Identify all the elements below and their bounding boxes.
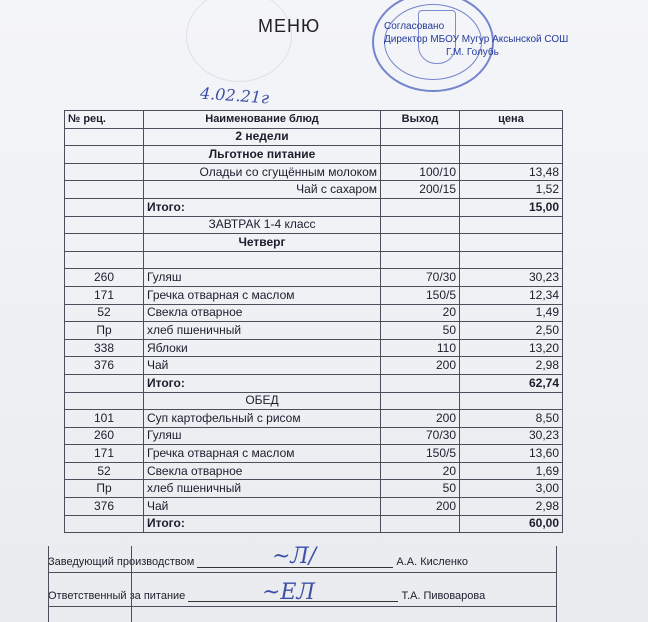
row-num: 260 [65, 427, 144, 445]
row-yield [381, 198, 460, 216]
row-name: Гуляш [144, 427, 381, 445]
table-row [65, 234, 563, 252]
row-yield: 20 [381, 462, 460, 480]
row-name: Гречка отварная с маслом [144, 286, 381, 304]
table-row [65, 427, 563, 445]
row-num [65, 515, 144, 533]
row-yield: 200 [381, 357, 460, 375]
row-price [460, 392, 563, 410]
row-num [65, 146, 144, 164]
table-row [65, 181, 563, 199]
row-num [65, 128, 144, 146]
handwritten-signature-1: ~Л/ [272, 544, 317, 569]
row-name [144, 251, 381, 269]
document-title: МЕНЮ [258, 16, 321, 36]
row-price [460, 146, 563, 164]
divider-line [48, 606, 556, 607]
table-row [65, 198, 563, 216]
row-price: 2,98 [460, 357, 563, 375]
table-row [65, 251, 563, 269]
row-name: хлеб пшеничный [144, 322, 381, 340]
row-price [460, 234, 563, 252]
table-row [65, 322, 563, 340]
table-row [65, 480, 563, 498]
table-header-row [65, 111, 563, 129]
row-price: 13,48 [460, 163, 563, 181]
table-row [65, 128, 563, 146]
row-name: Льготное питание [144, 146, 381, 164]
row-yield: 20 [381, 304, 460, 322]
row-price: 2,50 [460, 322, 563, 340]
row-num [65, 181, 144, 199]
row-name: Чай [144, 498, 381, 516]
row-yield [381, 216, 460, 234]
border-line [131, 546, 132, 622]
table-row [65, 146, 563, 164]
row-num: 171 [65, 286, 144, 304]
row-name: Итого: [144, 198, 381, 216]
border-line [48, 546, 49, 622]
row-yield: 70/30 [381, 269, 460, 287]
row-price: 13,60 [460, 445, 563, 463]
row-name: Итого: [144, 374, 381, 392]
table-row [65, 374, 563, 392]
table-row [65, 357, 563, 375]
row-yield [381, 515, 460, 533]
row-price: 1,49 [460, 304, 563, 322]
approval-line-3: Г.М. Голубь [446, 47, 499, 58]
row-price: 13,20 [460, 339, 563, 357]
row-yield: 50 [381, 480, 460, 498]
row-name: хлеб пшеничный [144, 480, 381, 498]
faded-stamp [186, 0, 292, 82]
table-row [65, 445, 563, 463]
table-row [65, 286, 563, 304]
row-num [65, 163, 144, 181]
row-price: 15,00 [460, 198, 563, 216]
row-name: Чай [144, 357, 381, 375]
row-num: 260 [65, 269, 144, 287]
row-yield: 150/5 [381, 286, 460, 304]
row-name: 2 недели [144, 128, 381, 146]
row-yield: 70/30 [381, 427, 460, 445]
table-row [65, 163, 563, 181]
table-row [65, 216, 563, 234]
row-name: Гречка отварная с маслом [144, 445, 381, 463]
row-num: 376 [65, 357, 144, 375]
row-price: 8,50 [460, 410, 563, 428]
row-name: Суп картофельный с рисом [144, 410, 381, 428]
row-num [65, 216, 144, 234]
row-name: Чай с сахаром [144, 181, 381, 199]
row-yield [381, 251, 460, 269]
row-price: 2,98 [460, 498, 563, 516]
row-name: Гуляш [144, 269, 381, 287]
row-yield [381, 146, 460, 164]
row-name: Оладьи со сгущённым молоком [144, 163, 381, 181]
row-price [460, 128, 563, 146]
signature-production-label: Заведующий производством [48, 556, 195, 568]
row-num [65, 251, 144, 269]
table-row [65, 410, 563, 428]
row-price: 30,23 [460, 269, 563, 287]
signature-nutrition-label: Ответственный за питание [48, 590, 186, 602]
row-price: 62,74 [460, 374, 563, 392]
row-name: Итого: [144, 515, 381, 533]
row-num: 101 [65, 410, 144, 428]
row-yield: 200 [381, 498, 460, 516]
row-yield: 50 [381, 322, 460, 340]
header-num: № рец. [65, 111, 144, 129]
row-name: Четверг [144, 234, 381, 252]
row-price [460, 251, 563, 269]
signature-nutrition-name: Т.А. Пивоварова [401, 590, 486, 602]
row-num [65, 392, 144, 410]
row-num: 171 [65, 445, 144, 463]
approval-block [384, 20, 568, 59]
row-price: 1,69 [460, 462, 563, 480]
row-num: 376 [65, 498, 144, 516]
table-row [65, 498, 563, 516]
row-num [65, 198, 144, 216]
table-row [65, 339, 563, 357]
row-yield [381, 374, 460, 392]
row-yield: 200/15 [381, 181, 460, 199]
signature-production [48, 556, 468, 568]
menu-table [64, 110, 563, 533]
signature-production-name: А.А. Кисленко [396, 556, 468, 568]
table-row [65, 392, 563, 410]
approval-line-2: Директор МБОУ Мугур Аксынской СОШ [384, 34, 569, 45]
row-yield [381, 128, 460, 146]
header-name: Наименование блюд [144, 111, 381, 129]
border-line [556, 546, 557, 622]
row-yield: 110 [381, 339, 460, 357]
row-num: Пр [65, 480, 144, 498]
row-yield: 150/5 [381, 445, 460, 463]
row-yield [381, 234, 460, 252]
row-price: 1,52 [460, 181, 563, 199]
header-yield: Выход [381, 111, 460, 129]
row-price: 3,00 [460, 480, 563, 498]
row-yield [381, 392, 460, 410]
row-name: ЗАВТРАК 1-4 класс [144, 216, 381, 234]
row-num [65, 374, 144, 392]
table-row [65, 515, 563, 533]
row-price: 12,34 [460, 286, 563, 304]
table-row [65, 269, 563, 287]
row-num [65, 234, 144, 252]
handwritten-date: 4.02.21г [199, 83, 270, 108]
row-name: ОБЕД [144, 392, 381, 410]
row-price: 60,00 [460, 515, 563, 533]
row-price [460, 216, 563, 234]
row-name: Свекла отварное [144, 304, 381, 322]
divider-line [48, 572, 556, 573]
row-num: Пр [65, 322, 144, 340]
row-name: Свекла отварное [144, 462, 381, 480]
row-price: 30,23 [460, 427, 563, 445]
approval-line-1: Согласовано [384, 21, 445, 32]
row-num: 338 [65, 339, 144, 357]
row-name: Яблоки [144, 339, 381, 357]
header-price: цена [460, 111, 563, 129]
row-yield: 100/10 [381, 163, 460, 181]
row-num: 52 [65, 304, 144, 322]
row-yield: 200 [381, 410, 460, 428]
table-row [65, 304, 563, 322]
handwritten-signature-2: ~ЕЛ [262, 580, 315, 605]
table-row [65, 462, 563, 480]
row-num: 52 [65, 462, 144, 480]
